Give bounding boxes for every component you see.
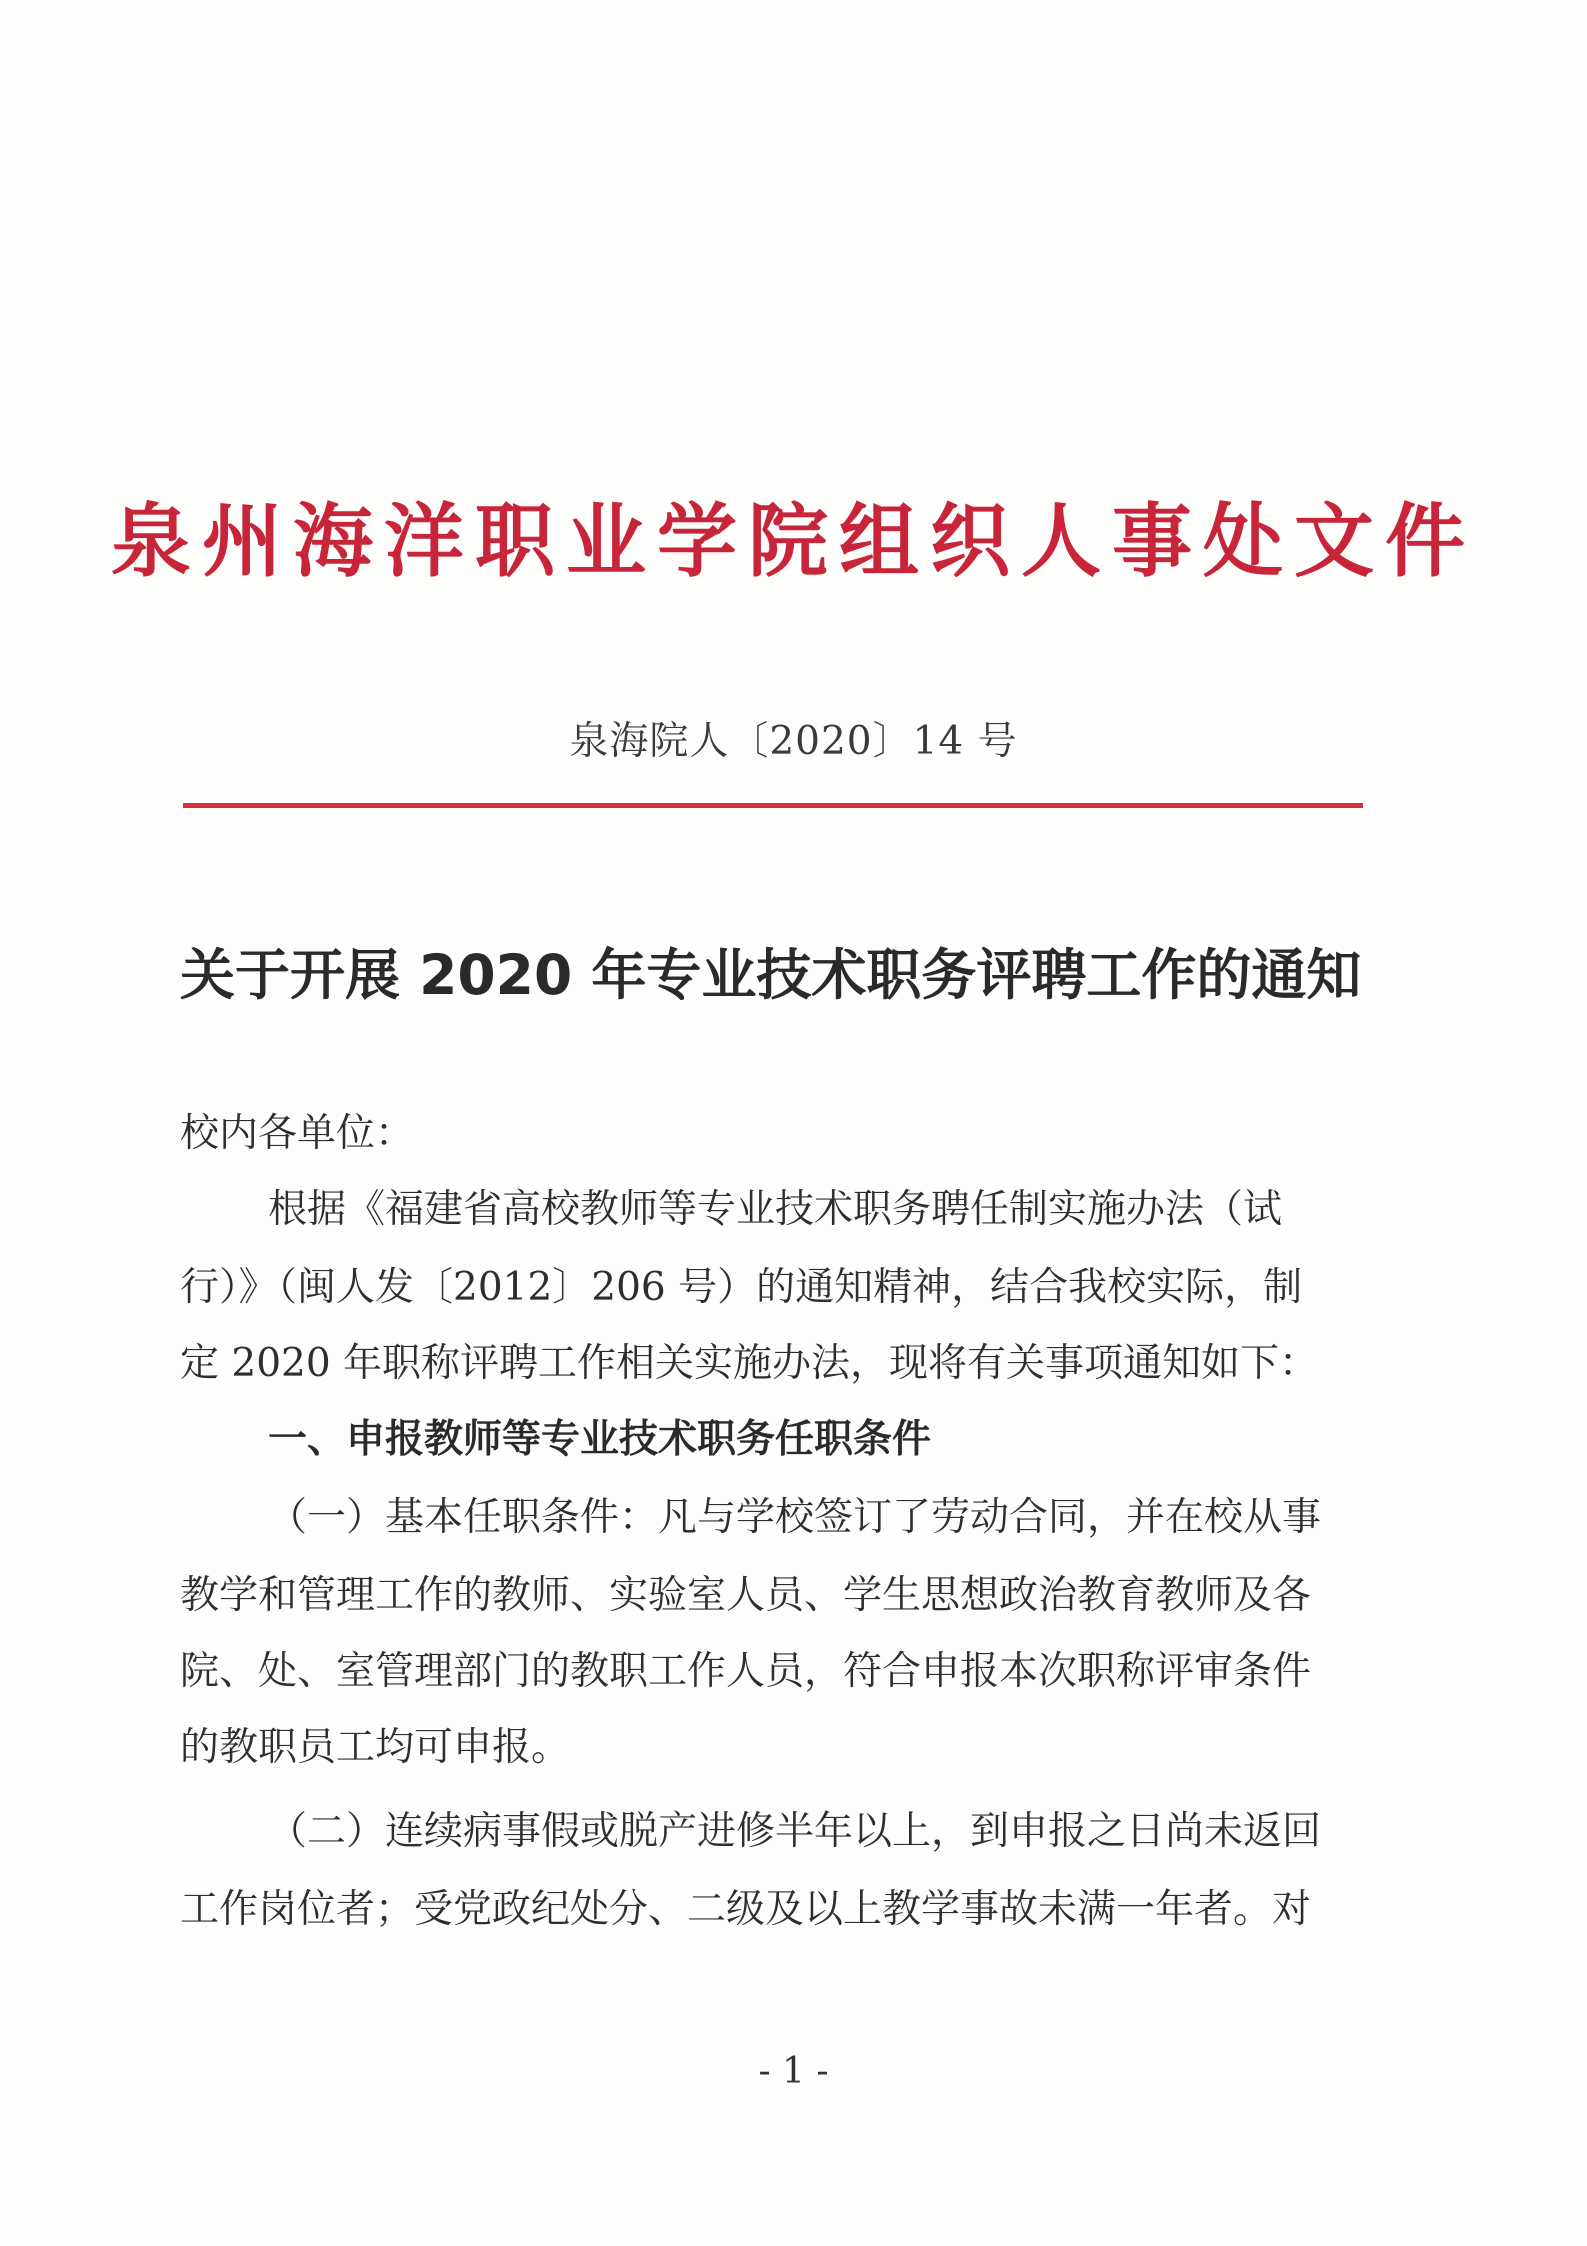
item-1-line: （一）基本任职条件：凡与学校签订了劳动合同，并在校从事: [268, 1495, 1322, 1540]
header-divider-rule: [183, 803, 1363, 808]
item-1-line: 教学和管理工作的教师、实验室人员、学生思想政治教育教师及各: [180, 1573, 1312, 1618]
item-2-line: （二）连续病事假或脱产进修半年以上，到申报之日尚未返回: [268, 1809, 1322, 1854]
item-1-line: 的教职员工均可申报。: [180, 1725, 571, 1770]
page-number: - 1 -: [758, 2051, 829, 2092]
intro-line: 定 2020 年职称评聘工作相关实施办法，现将有关事项通知如下：: [180, 1341, 1319, 1386]
salutation: 校内各单位：: [180, 1111, 415, 1156]
issuer-header-title: 泉州海洋职业学院组织人事处文件: [111, 495, 1476, 588]
document-number: 泉海院人〔2020〕14 号: [569, 719, 1018, 764]
item-1-line: 院、处、室管理部门的教职工作人员，符合申报本次职称评审条件: [180, 1649, 1312, 1694]
item-2-line: 工作岗位者；受党政纪处分、二级及以上教学事故未满一年者。对: [180, 1887, 1312, 1932]
intro-line: 根据《福建省高校教师等专业技术职务聘任制实施办法（试: [268, 1187, 1283, 1232]
section-heading: 一、申报教师等专业技术职务任职条件: [268, 1417, 932, 1462]
intro-line: 行）》（闽人发〔2012〕206 号）的通知精神，结合我校实际，制: [180, 1265, 1303, 1310]
notice-title: 关于开展 2020 年专业技术职务评聘工作的通知: [180, 943, 1362, 1007]
